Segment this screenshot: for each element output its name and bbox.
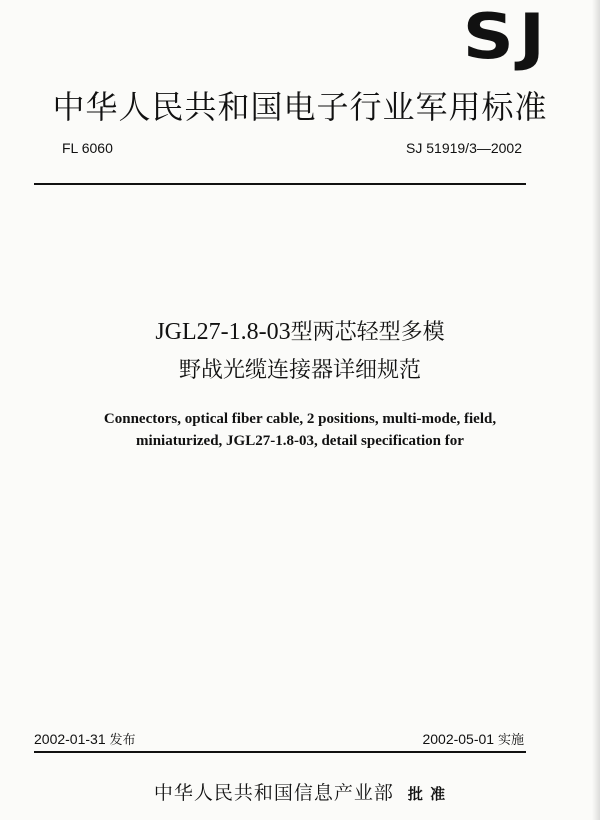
approver	[0, 778, 600, 805]
footer-divider	[34, 751, 526, 753]
title-cn-code: JGL27-1.8-03	[155, 319, 291, 345]
approve-label: 批 准	[407, 785, 447, 803]
title-en-line1: Connectors, optical fiber cable, 2 positions, multi-mode, field,	[103, 411, 497, 427]
implement-date	[422, 729, 524, 748]
title-en-line2: miniaturized, JGL27-1.8-03, detail specification for	[136, 433, 464, 449]
header-divider	[34, 183, 526, 185]
classification-code: FL 6060	[62, 140, 113, 156]
implement-date-value: 2002-05-01	[422, 731, 495, 747]
page-edge-shadow	[592, 0, 600, 820]
issue-label: 发布	[109, 733, 136, 748]
issue-date-value: 2002-01-31	[34, 731, 106, 747]
implement-label: 实施	[497, 733, 524, 748]
title-cn-line1	[0, 315, 600, 346]
approver-name: 中华人民共和国信息产业部	[153, 782, 394, 804]
sj-logo: SJ	[462, 0, 550, 73]
issue-date	[34, 729, 136, 748]
title-cn-line2: 野战光缆连接器详细规范	[178, 358, 421, 383]
title-cn-line1-text: 型两芯轻型多模	[290, 320, 445, 345]
standard-number: SJ 51919/3—2002	[406, 140, 522, 156]
standard-name: 中华人民共和国电子行业军用标准	[52, 88, 548, 126]
